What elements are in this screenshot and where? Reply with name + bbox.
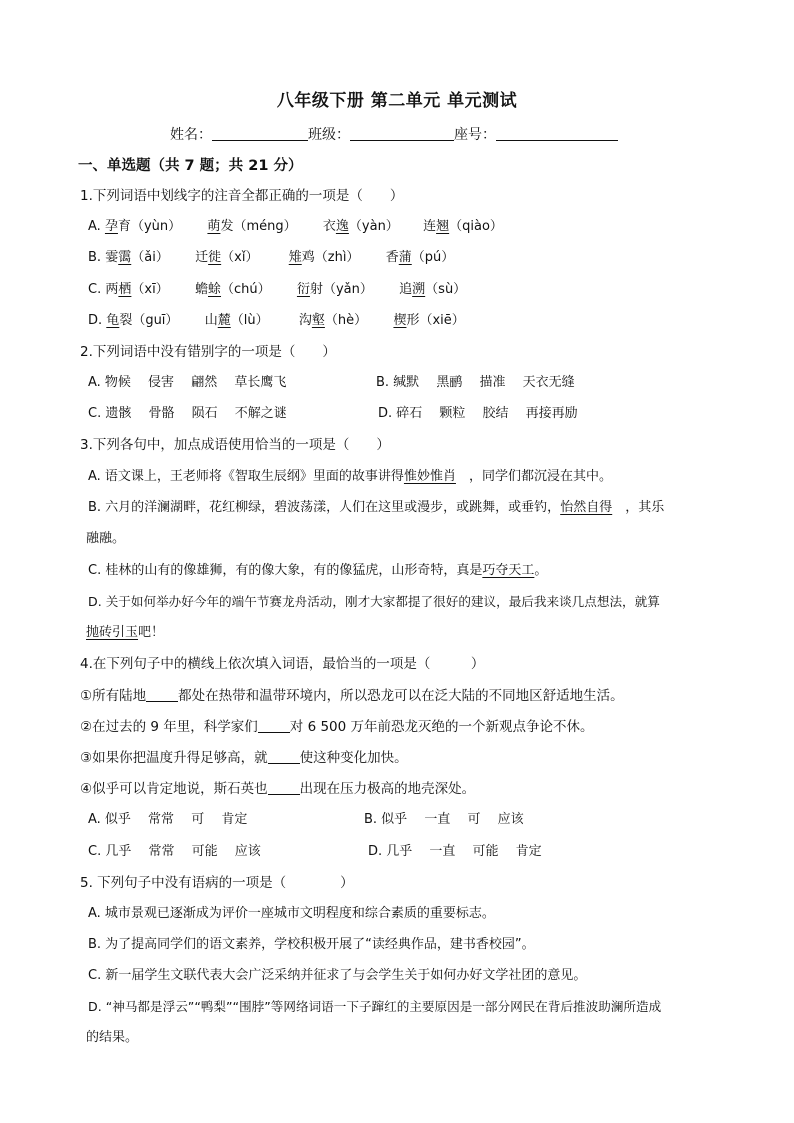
q3-option-d[interactable]: D. 关于如何举办好今年的端午节赛龙舟活动，刚才大家都提了很好的建议，最后我来谈几点想法，就算: [88, 594, 660, 609]
idiom: 抛砖引玉: [86, 625, 139, 640]
q4-sentence-1: ①所有陆地 都处在热带和温带环境内，所以恐龙可以在泛大陆的不同地区舒适地生活。: [80, 688, 624, 704]
class-label: 班级：: [308, 127, 350, 143]
q3-option-a[interactable]: A. 语文课上，王老师将《智取生辰纲》里面的故事讲得惟妙惟肖 ，同学们都沉浸在其中。: [88, 469, 612, 484]
q4-sentence-3: ③如果你把温度升得足够高，就 使这种变化加快。: [80, 750, 408, 766]
q3-option-d-cont: 抛砖引玉吧！: [86, 625, 165, 640]
q4-option-d[interactable]: D. 几乎 一直 可能 肯定: [368, 844, 542, 859]
q4-option-b[interactable]: B. 似乎 一直 可 应该: [364, 812, 524, 827]
fill-blank[interactable]: [268, 750, 300, 764]
q5-option-c[interactable]: C. 新一届学生文联代表大会广泛采纳并征求了与会学生关于如何办好文学社团的意见。: [88, 968, 587, 983]
q3-option-b-cont: 融融。: [86, 531, 126, 546]
name-blank[interactable]: [212, 126, 308, 141]
q4-sentence-4: ④似乎可以肯定地说，斯石英也 出现在压力极高的地壳深处。: [80, 781, 476, 797]
q1-option-c[interactable]: C. 两栖（xī） 蟾蜍（chú） 衍射（yǎn） 追溯（sù）: [88, 282, 467, 297]
q1-option-b[interactable]: B. 霎霭（ǎi） 迁徙（xǐ） 雉鸡（zhì） 香蒲（pú）: [88, 250, 455, 265]
q3-option-b[interactable]: B. 六月的洋澜湖畔，花红柳绿，碧波荡漾，人们在这里或漫步，或跳舞，或垂钓，怡然自得 ，其乐: [88, 500, 665, 515]
q5-option-b[interactable]: B. 为了提高同学们的语文素养，学校积极开展了“读经典作品，建书香校园”。: [88, 937, 535, 952]
q4-stem: 4.在下列句子中的横线上依次填入词语，最恰当的一项是（ ）: [80, 656, 485, 672]
exam-title: 八年级下册 第二单元 单元测试: [276, 91, 518, 111]
idiom: 惟妙惟肖: [403, 469, 456, 484]
q4-option-a[interactable]: A. 似乎 常常 可 肯定: [88, 812, 248, 827]
q3-option-c[interactable]: C. 桂林的山有的像雄狮，有的像大象，有的像猛虎，山形奇特，真是巧夺天工。: [88, 563, 548, 578]
q2-option-d[interactable]: D. 碎石 颗粒 胶结 再接再励: [378, 406, 578, 421]
name-label: 姓名：: [170, 127, 212, 143]
q5-option-d-cont: 的结果。: [86, 1030, 139, 1045]
section-heading: 一、单选题（共 7 题；共 21 分）: [78, 158, 303, 174]
q5-stem: 5. 下列句子中没有语病的一项是（ ）: [80, 875, 354, 891]
q4-sentence-2: ②在过去的 9 年里，科学家们 对 6 500 万年前恐龙灭绝的一个新观点争论不休。: [80, 719, 594, 735]
fill-blank[interactable]: [146, 688, 178, 702]
fill-blank[interactable]: [258, 719, 290, 733]
q2-option-a[interactable]: A. 物候 侵害 翩然 草长鹰飞: [88, 375, 287, 390]
q1-option-a[interactable]: A. 孕育（yùn） 萌发（méng） 衣逸（yàn） 连翘（qiào）: [88, 219, 503, 234]
class-blank[interactable]: [350, 126, 454, 141]
q4-option-c[interactable]: C. 几乎 常常 可能 应该: [88, 844, 261, 859]
idiom: 巧夺天工: [482, 563, 535, 578]
q3-stem: 3.下列各句中，加点成语使用恰当的一项是（ ）: [80, 437, 390, 453]
q5-option-d[interactable]: D. “神马都是浮云”“鸭梨”“围脖”等网络词语一下子蹿红的主要原因是一部分网民在背后推波助澜所造成: [88, 999, 662, 1014]
q2-option-c[interactable]: C. 遗骸 骨骼 陨石 不解之谜: [88, 406, 287, 421]
fill-blank[interactable]: [268, 781, 300, 795]
seat-blank[interactable]: [496, 126, 618, 141]
idiom: 怡然自得: [560, 500, 613, 515]
q2-stem: 2.下列词语中没有错别字的一项是（ ）: [80, 344, 336, 360]
student-info-row: [170, 124, 730, 144]
q1-option-d[interactable]: D. 龟裂（guī） 山麓（lù） 沟壑（hè） 楔形（xiē）: [88, 313, 465, 328]
q1-stem: 1.下列词语中划线字的注音全都正确的一项是（ ）: [80, 188, 404, 204]
q5-option-a[interactable]: A. 城市景观已逐渐成为评价一座城市文明程度和综合素质的重要标志。: [88, 906, 495, 921]
seat-label: 座号：: [454, 127, 496, 143]
q2-option-b[interactable]: B. 缄默 黑鹂 描准 天衣无缝: [376, 375, 575, 390]
